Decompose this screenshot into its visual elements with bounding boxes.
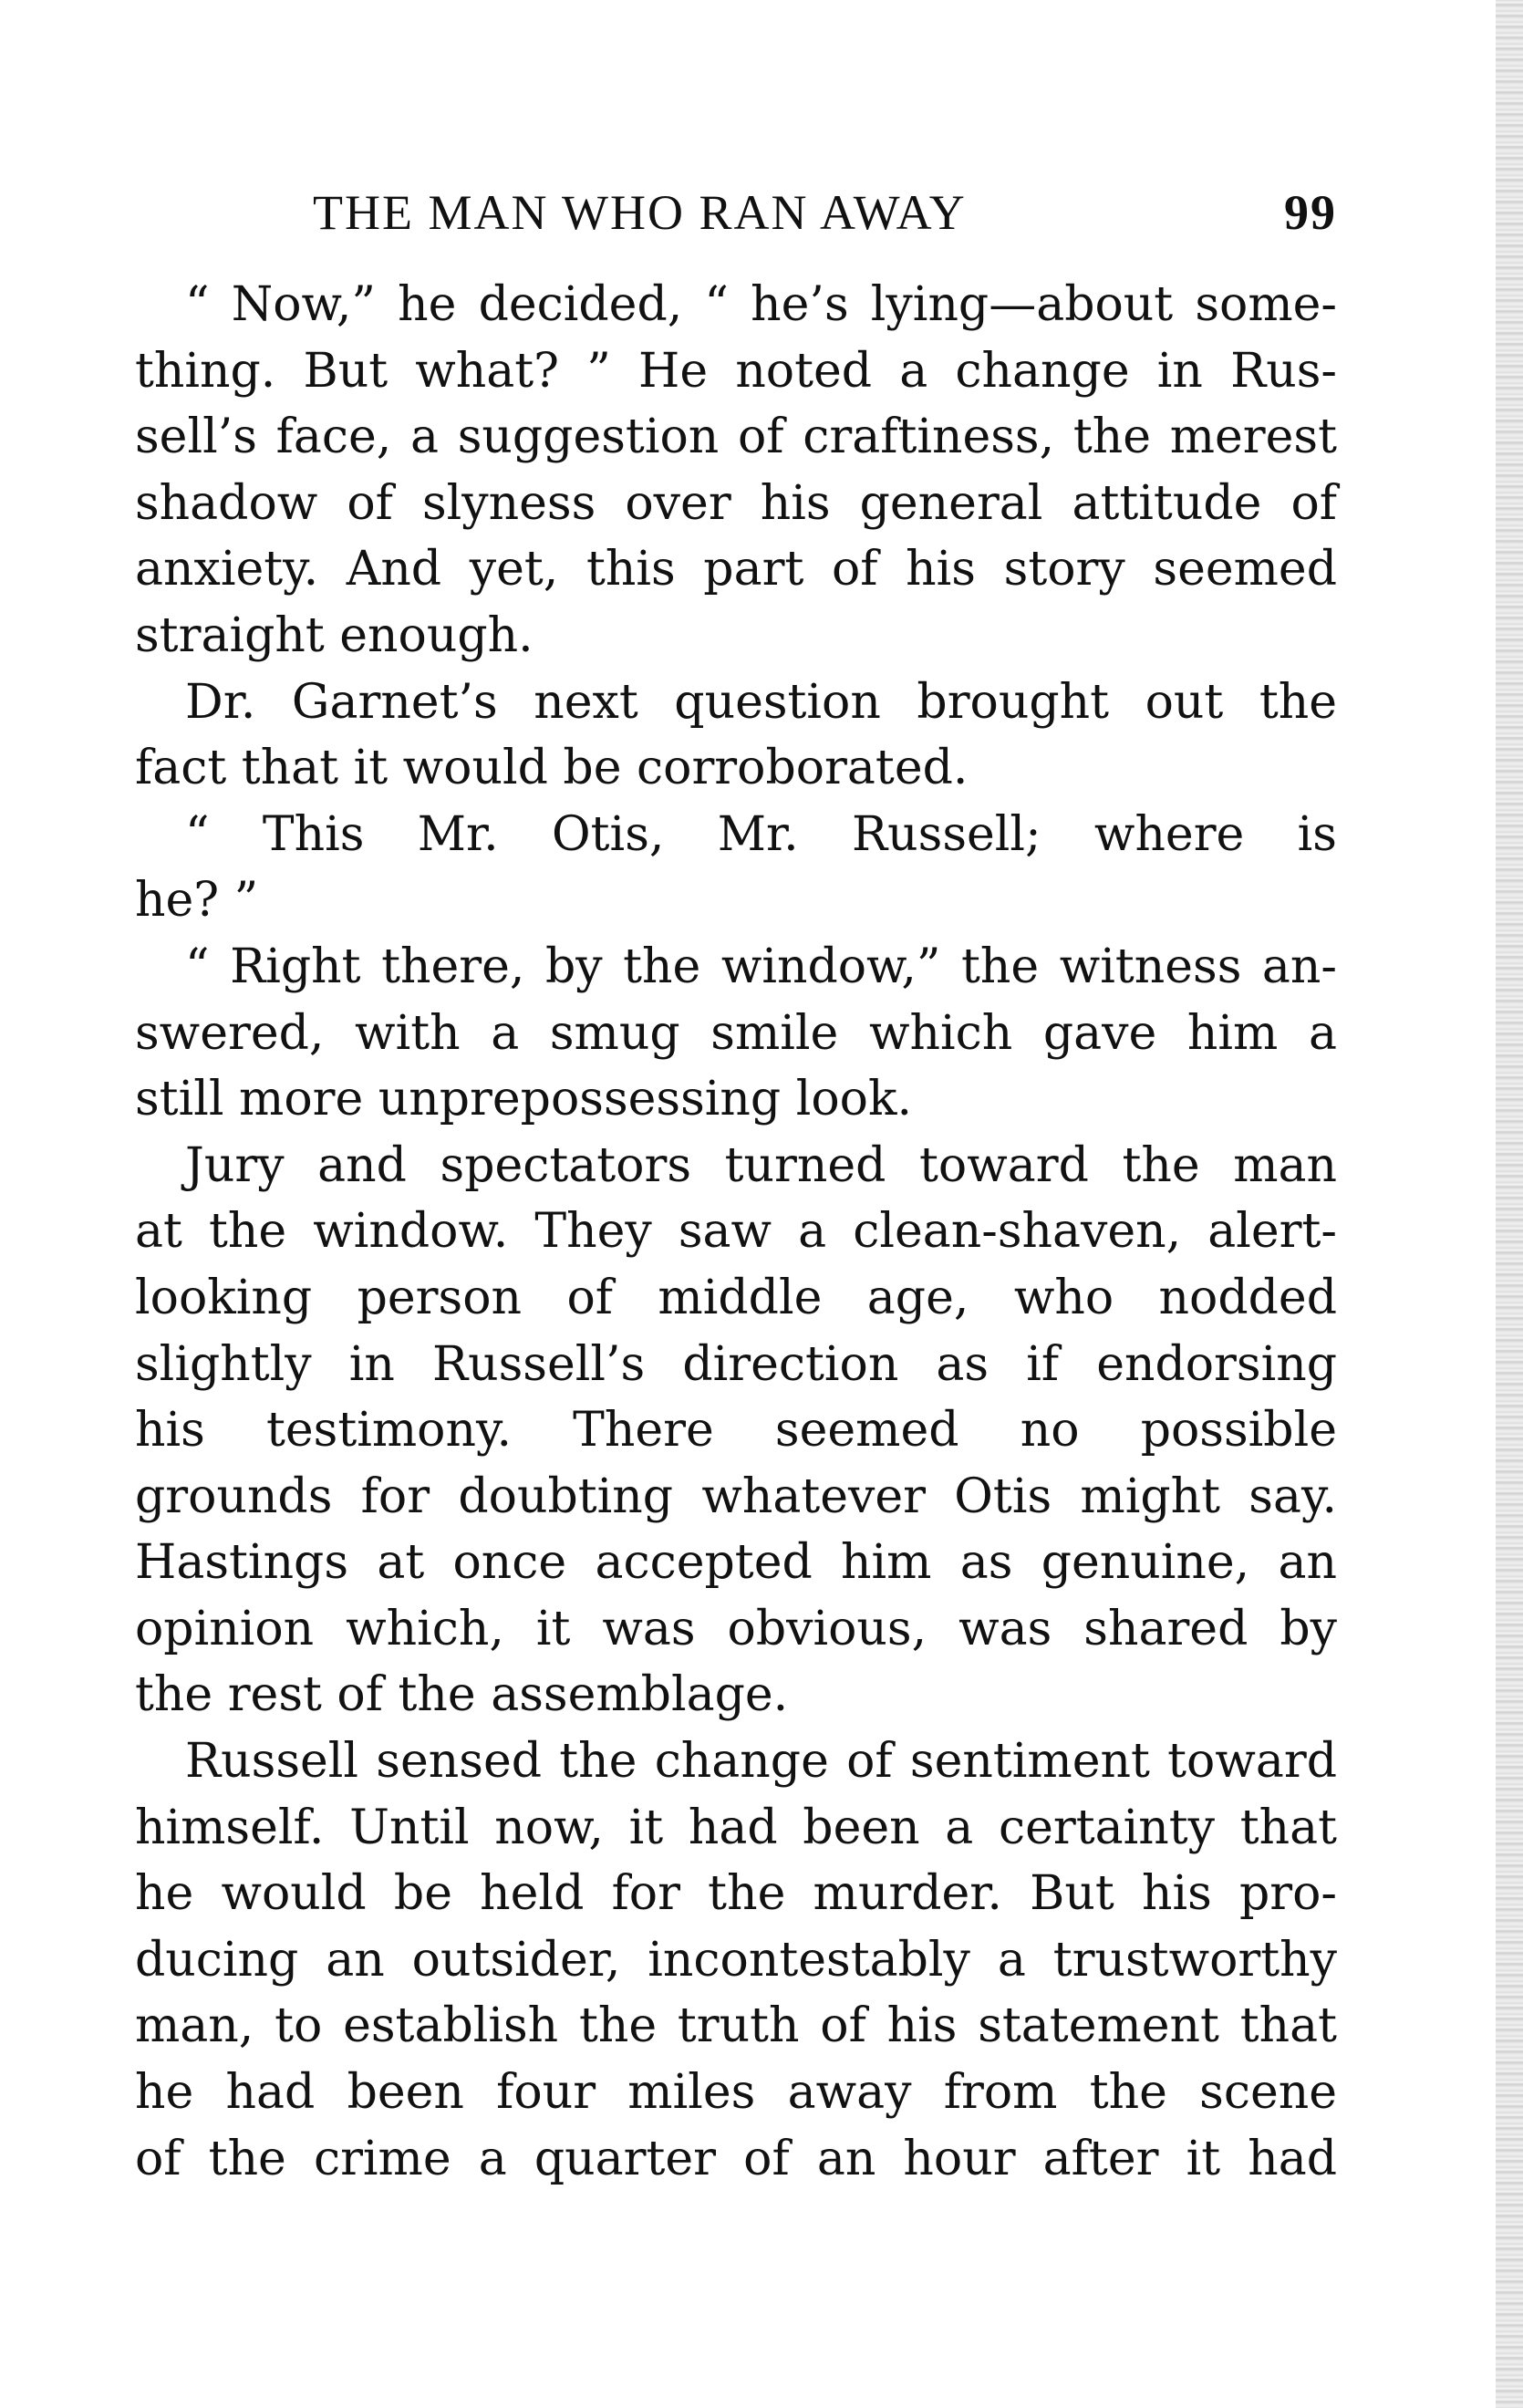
text-line: “ Right there, by the window,” the witness an- <box>185 939 1337 994</box>
text-line: “ This Mr. Otis, Mr. Russell; where is <box>185 806 1337 862</box>
text-line: himself. Until now, it had been a certainty that <box>135 1800 1337 1855</box>
text-line: the rest of the assemblage. <box>135 1667 789 1723</box>
text-line: still more unprepossessing look. <box>135 1072 913 1127</box>
text-line: of the crime a quarter of an hour after it had <box>135 2131 1337 2186</box>
text-line: he had been four miles away from the scene <box>135 2065 1337 2121</box>
text-line: man, to establish the truth of his statement that <box>135 1998 1337 2054</box>
text-line: his testimony. There seemed no possible <box>135 1403 1337 1458</box>
page-edge-shadow <box>1496 0 1523 2408</box>
text-line: “ Now,” he decided, “ he’s lying—about some- <box>185 277 1337 332</box>
text-line: sell’s face, a suggestion of craftiness, the merest <box>135 410 1337 465</box>
text-line: slightly in Russell’s direction as if endorsing <box>135 1336 1337 1392</box>
running-head <box>135 181 1337 244</box>
text-line: looking person of middle age, who nodded <box>135 1270 1337 1325</box>
text-line: opinion which, it was obvious, was shared by <box>135 1601 1337 1656</box>
text-line: he would be held for the murder. But his pro- <box>135 1866 1337 1922</box>
text-line: Jury and spectators turned toward the man <box>185 1137 1337 1193</box>
text-line: Dr. Garnet’s next question brought out the <box>185 674 1337 730</box>
text-line: ducing an outsider, incontestably a trustworthy <box>135 1932 1337 1988</box>
text-line: shadow of slyness over his general attitude of <box>135 475 1337 531</box>
text-line: Hastings at once accepted him as genuine, an <box>135 1535 1337 1591</box>
body-text <box>135 272 1337 2192</box>
text-line: he? ” <box>135 873 259 929</box>
text-line: fact that it would be corroborated. <box>135 741 969 796</box>
page-number: 99 <box>1284 185 1337 240</box>
text-line: Russell sensed the change of sentiment toward <box>185 1734 1337 1790</box>
text-line: grounds for doubting whatever Otis might say. <box>135 1469 1337 1524</box>
running-head-title: THE MAN WHO RAN AWAY <box>313 185 967 240</box>
text-line: at the window. They saw a clean-shaven, alert- <box>135 1204 1337 1260</box>
text-line: straight enough. <box>135 607 534 663</box>
text-line: anxiety. And yet, this part of his story seemed <box>135 542 1337 597</box>
text-line: swered, with a smug smile which gave him a <box>135 1005 1337 1061</box>
text-line: thing. But what? ” He noted a change in Rus- <box>135 343 1337 399</box>
